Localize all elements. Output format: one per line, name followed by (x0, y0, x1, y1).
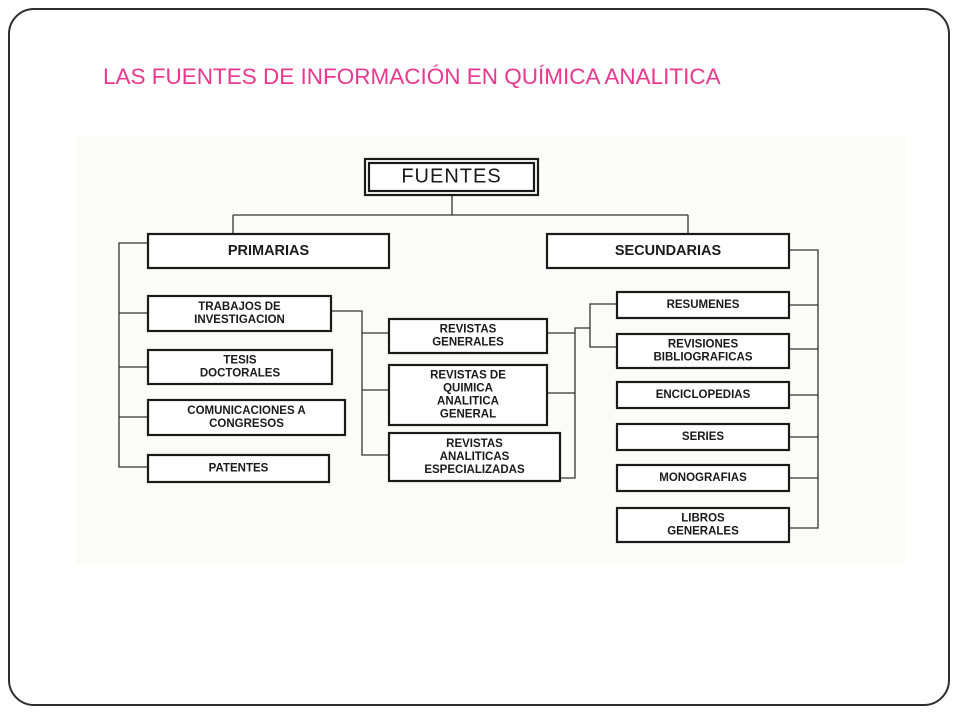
primarias-item-3 (148, 400, 345, 435)
primarias-item-1-label-line: TRABAJOS DE (198, 301, 281, 314)
revistas-item-3-label-line: REVISTAS (446, 438, 503, 451)
revistas-item-2-label-line: ANALITICA (437, 395, 499, 408)
primarias-box-label-line: PRIMARIAS (227, 242, 310, 259)
revistas-item-3-label-line: ESPECIALIZADAS (424, 464, 525, 477)
revistas-item-1-label-line: REVISTAS (439, 323, 497, 336)
secundarias-item-3 (617, 382, 789, 408)
diagram-boxes (148, 159, 789, 542)
primarias-item-4-label-line: PATENTES (208, 462, 269, 475)
secundarias-item-5-label-line: MONOGRAFIAS (659, 472, 747, 485)
secundarias-item-1 (617, 292, 789, 318)
secundarias-item-3-label-line: ENCICLOPEDIAS (655, 389, 751, 402)
secundarias-box (547, 234, 789, 268)
primarias-item-2-label-line: TESIS (223, 354, 257, 367)
secundarias-item-4 (617, 424, 789, 450)
revistas-item-3-label-line: ANALITICAS (439, 451, 510, 464)
slide-title: LAS FUENTES DE INFORMACIÓN EN QUÍMICA ANALITICA (103, 64, 721, 89)
secundarias-item-2 (617, 334, 789, 368)
primarias-item-1-label-line: INVESTIGACION (194, 314, 285, 327)
primarias-item-1 (148, 296, 331, 331)
secundarias-item-2-label-line: BIBLIOGRAFICAS (653, 351, 753, 364)
primarias-item-2 (148, 350, 332, 384)
secundarias-item-6 (617, 508, 789, 542)
fuentes-root-box (365, 159, 538, 195)
secundarias-item-2-label-line: REVISIONES (667, 338, 739, 351)
fuentes-root-box-label-line: FUENTES (401, 165, 502, 188)
secundarias-item-4-label-line: SERIES (681, 431, 725, 444)
secundarias-item-5 (617, 465, 789, 491)
revistas-item-2 (389, 365, 547, 425)
revistas-item-3 (389, 433, 560, 481)
primarias-item-3-label-line: COMUNICACIONES A (187, 405, 306, 418)
revistas-item-1 (389, 319, 547, 353)
revistas-item-2-label-line: QUIMICA (443, 382, 493, 395)
revistas-item-2-label-line: REVISTAS DE (430, 369, 506, 382)
primarias-item-3-label-line: CONGRESOS (209, 418, 284, 431)
revistas-item-2-label-line: GENERAL (439, 408, 497, 421)
secundarias-item-6-label-line: GENERALES (667, 525, 739, 538)
secundarias-box-label-line: SECUNDARIAS (614, 242, 722, 259)
secundarias-item-6-label-line: LIBROS (681, 512, 725, 525)
primarias-item-4 (148, 455, 329, 482)
revistas-item-1-label-line: GENERALES (432, 336, 504, 349)
primarias-box (148, 234, 389, 268)
secundarias-item-1-label-line: RESUMENES (666, 299, 740, 312)
primarias-item-2-label-line: DOCTORALES (199, 367, 281, 380)
